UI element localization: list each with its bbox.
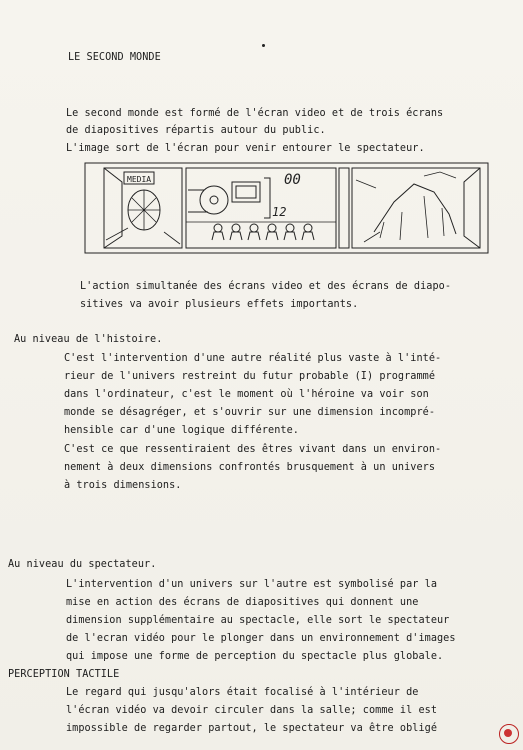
perception-line: impossible de regarder partout, le spectateur va être obligé (66, 723, 438, 734)
right-screen-perspective (464, 168, 480, 248)
counter-readout: 00 (284, 172, 301, 188)
spectator-line: L'intervention d'un univers sur l'autre est symbolisé par la (66, 579, 438, 590)
intro-line: L'image sort de l'écran pour venir entourer le spectateur. (66, 143, 425, 154)
media-sign-label: MEDIA (127, 175, 152, 184)
screens-sketch-figure (84, 162, 489, 254)
archive-stamp (499, 724, 519, 744)
spectator-line: de l'ecran vidéo pour le plonger dans un environnement d'images (66, 633, 456, 644)
intro-line: de diapositives répartis autour du public. (66, 125, 326, 136)
center-disc (200, 186, 228, 214)
history-line: monde se désagréger, et s'ouvrir sur une dimension incompré- (64, 407, 436, 418)
spectator-line: qui impose une forme de perception du spectacle plus globale. (66, 651, 444, 662)
action-line: L'action simultanée des écrans video et des écrans de diapo- (80, 281, 452, 292)
right-slide-screen (352, 168, 480, 248)
history-line: nement à deux dimensions confrontés brusquement à un univers (64, 462, 436, 473)
document-title: LE SECOND MONDE (68, 52, 161, 63)
speck-mark (262, 44, 265, 47)
spectator-line: dimension supplémentaire au spectacle, elle sort le spectateur (66, 615, 450, 626)
history-heading: Au niveau de l'histoire. (14, 334, 163, 345)
history-line: rieur de l'univers restreint du futur probable (I) programmé (64, 371, 436, 382)
action-line: sitives va avoir plusieurs effets importants. (80, 299, 359, 310)
history-line: hensible car d'une logique différente. (64, 425, 299, 436)
history-line: dans l'ordinateur, c'est le moment où l'héroine va voir son (64, 389, 429, 400)
perception-line: l'écran vidéo va devoir circuler dans la salle; comme il est (66, 705, 438, 716)
history-line: à trois dimensions. (64, 480, 182, 491)
spectator-line: mise en action des écrans de diapositives qui donnent une (66, 597, 419, 608)
spectator-heading: Au niveau du spectateur. (8, 559, 157, 570)
intro-line: Le second monde est formé de l'écran video et de trois écrans (66, 108, 444, 119)
history-line: C'est l'intervention d'une autre réalité plus vaste à l'inté- (64, 353, 442, 364)
perception-line: Le regard qui jusqu'alors était focalisé à l'intérieur de (66, 687, 419, 698)
clock-readout: 12 (272, 205, 287, 219)
perception-heading: PERCEPTION TACTILE (8, 669, 120, 680)
history-line: C'est ce que ressentiraient des êtres vivant dans un environ- (64, 444, 442, 455)
audience-heads (212, 224, 314, 240)
